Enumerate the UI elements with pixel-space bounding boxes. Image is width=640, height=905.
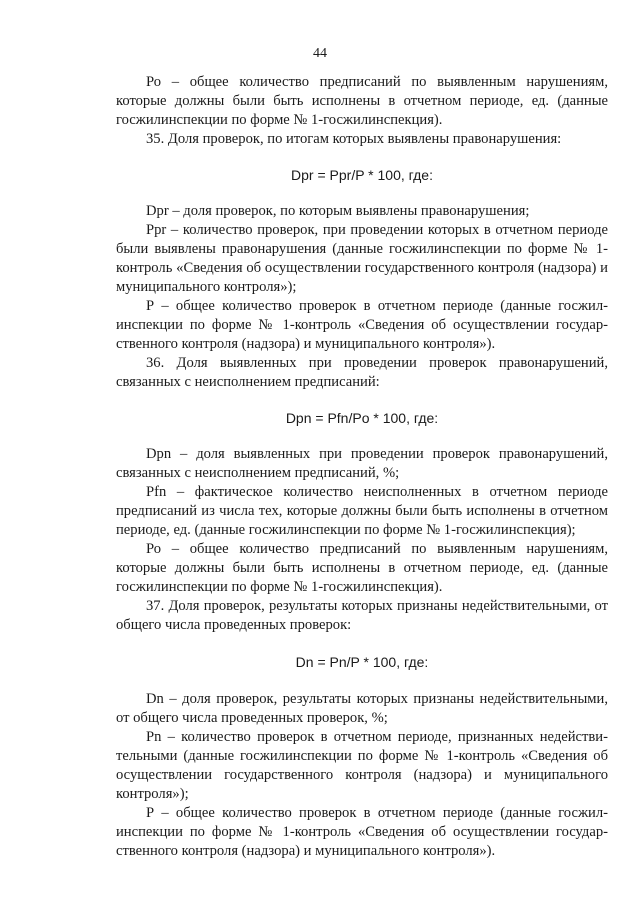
paragraph-p-definition: Р – общее количество проверок в отчетном периоде (данные госжилинспекции по форме № 1-контроль «Сведения об осуществлении государственного контроля (надзора) и муниципального контроля»). [116,298,608,352]
paragraph-item-36: 36. Доля выявленных при проведении проверок правонарушений, связанных с неисполнением предписаний: [116,355,608,390]
paragraph-ppr-definition: Ppr – количество проверок, при проведении которых в отчетном периоде были выявлены правонарушения (данные госжилинспекции по форме № 1-контроль «Сведения об осуществлении государственного контроля (надзора) и муниципального контроля»); [116,222,608,295]
paragraph-po-definition-2: Ро – общее количество предписаний по выявленным нарушениям, которые должны были быть исполнены в отчетном периоде, ед. (данные госжилинспекции по форме № 1-госжилинспекция). [116,541,608,595]
paragraph-dpn-definition: Dpn – доля выявленных при проведении проверок правонарушений, связанных с неисполнением предписаний, %; [116,446,608,481]
paragraph-item-35: 35. Доля проверок, по итогам которых выявлены правонарушения: [146,131,562,147]
paragraph-dn-definition: Dn – доля проверок, результаты которых признаны недействительными, от общего числа проведенных проверок, %; [116,691,608,726]
formula-dpn: Dpn = Pfn/Po * 100, где: [285,410,439,426]
paragraph-item-37: 37. Доля проверок, результаты которых признаны недействительными, от общего числа проведенных проверок: [116,598,608,633]
paragraph-p-definition-2: Р – общее количество проверок в отчетном периоде (данные госжилинспекции по форме № 1-контроль «Сведения об осуществлении государственного контроля (надзора) и муниципального контроля»). [116,805,608,859]
paragraph-dpr-definition: Dpr – доля проверок, по которым выявлены правонарушения; [146,203,530,219]
formula-dpr: Dpr = Ppr/P * 100, где: [291,167,433,183]
paragraph-pfn-definition: Pfn – фактическое количество неисполненных в отчетном периоде предписаний из числа тех, которые должны были быть исполнены в отчетном периоде, ед. (данные госжилинспекции по форме № 1-госжилинспекция); [116,484,608,538]
document-body [116,73,608,861]
formula-dn: Dn = Pn/P * 100, где: [295,654,429,670]
page-number: 44 [313,46,327,61]
paragraph-po-definition: Ро – общее количество предписаний по выявленным нарушениям, которые должны были быть исполнены в отчетном периоде, ед. (данные госжилинспекции по форме № 1-госжилинспекция). [116,74,608,128]
paragraph-pn-definition: Pn – количество проверок в отчетном периоде, признанных недействительными (данные госжилинспекции по форме № 1-контроль «Сведения об осуществлении государственного контроля (надзора) и муниципального контроля»); [116,729,608,802]
